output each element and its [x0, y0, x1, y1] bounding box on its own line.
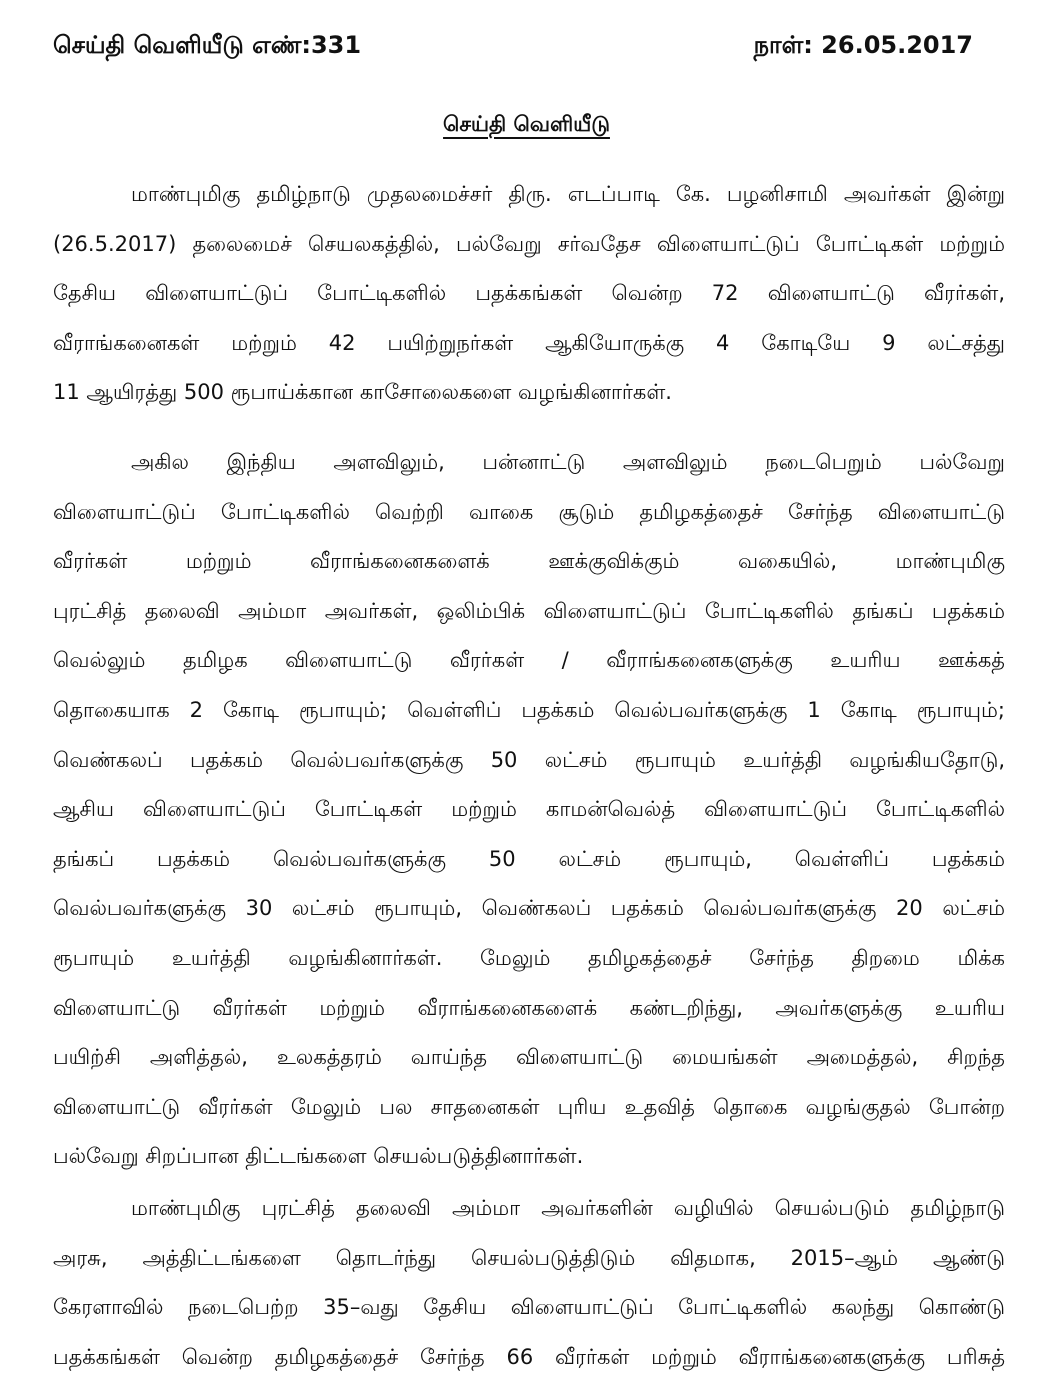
paragraph-line: வெல்லும் தமிழக விளையாட்டு வீரர்கள் / வீராங்கனைகளுக்கு உயரிய ஊக்கத்	[53, 648, 1005, 673]
paragraph-line: வெண்கலப் பதக்கம் வெல்பவர்களுக்கு 50 லட்சம் ரூபாயும் உயர்த்தி வழங்கியதோடு,	[53, 747, 1005, 772]
paragraph-line: ரூபாயும் உயர்த்தி வழங்கினார்கள். மேலும் தமிழகத்தைச் சேர்ந்த திறமை மிக்க	[53, 945, 1005, 970]
document-title: செய்தி வெளியீடு	[443, 112, 610, 136]
paragraph-line: ஆசிய விளையாட்டுப் போட்டிகள் மற்றும் காமன்வெல்த் விளையாட்டுப் போட்டிகளில்	[53, 797, 1005, 822]
paragraph-line: மாண்புமிகு புரட்சித் தலைவி அம்மா அவர்களின் வழியில் செயல்படும் தமிழ்நாடு	[131, 1196, 1005, 1220]
paragraph-line: தங்கப் பதக்கம் வெல்பவர்களுக்கு 50 லட்சம் ரூபாயும், வெள்ளிப் பதக்கம்	[53, 846, 1005, 871]
paragraph-line: வீரர்கள் மற்றும் வீராங்கனைகளைக் ஊக்குவிக்கும் வகையில், மாண்புமிகு	[53, 549, 1005, 574]
release-number: செய்தி வெளியீடு எண்:331	[53, 30, 362, 59]
paragraph-line: பதக்கங்கள் வென்ற தமிழகத்தைச் சேர்ந்த 66 வீரர்கள் மற்றும் வீராங்கனைகளுக்கு பரிசுத்	[53, 1344, 1005, 1369]
header	[53, 26, 973, 66]
paragraph-line: தேசிய விளையாட்டுப் போட்டிகளில் பதக்கங்கள் வென்ற 72 விளையாட்டு வீரர்கள்,	[53, 281, 1005, 306]
paragraph-line: தொகையாக 2 கோடி ரூபாயும்; வெள்ளிப் பதக்கம் வெல்பவர்களுக்கு 1 கோடி ரூபாயும்;	[53, 697, 1005, 722]
paragraph-line: அகில இந்திய அளவிலும், பன்னாட்டு அளவிலும் நடைபெறும் பல்வேறு	[131, 450, 1005, 474]
release-date: நாள்: 26.05.2017	[753, 30, 973, 59]
paragraph-line: விளையாட்டு வீரர்கள் மேலும் பல சாதனைகள் புரிய உதவித் தொகை வழங்குதல் போன்ற	[53, 1094, 1005, 1119]
paragraph-line: வெல்பவர்களுக்கு 30 லட்சம் ரூபாயும், வெண்கலப் பதக்கம் வெல்பவர்களுக்கு 20 லட்சம்	[53, 896, 1005, 921]
paragraph-line: (26.5.2017) தலைமைச் செயலகத்தில், பல்வேறு சர்வதேச விளையாட்டுப் போட்டிகள் மற்றும்	[53, 231, 1005, 256]
paragraph-2	[53, 438, 1005, 1182]
paragraph-line: வீராங்கனைகள் மற்றும் 42 பயிற்றுநர்கள் ஆகியோருக்கு 4 கோடியே 9 லட்சத்து	[53, 330, 1005, 355]
paragraph-line: கேரளாவில் நடைபெற்ற 35–வது தேசிய விளையாட்டுப் போட்டிகளில் கலந்து கொண்டு	[53, 1295, 1005, 1320]
paragraph-line: புரட்சித் தலைவி அம்மா அவர்கள், ஒலிம்பிக் விளையாட்டுப் போட்டிகளில் தங்கப் பதக்கம்	[53, 598, 1005, 623]
paragraph-line: அரசு, அத்திட்டங்களை தொடர்ந்து செயல்படுத்திடும் விதமாக, 2015–ஆம் ஆண்டு	[53, 1245, 1005, 1270]
paragraph-line: 11 ஆயிரத்து 500 ரூபாய்க்கான காசோலைகளை வழங்கினார்கள்.	[53, 380, 672, 405]
paragraph-line: விளையாட்டுப் போட்டிகளில் வெற்றி வாகை சூடும் தமிழகத்தைச் சேர்ந்த விளையாட்டு	[53, 499, 1005, 524]
paragraph-line: மாண்புமிகு தமிழ்நாடு முதலமைச்சர் திரு. எடப்பாடி கே. பழனிசாமி அவர்கள் இன்று	[131, 182, 1005, 206]
paragraph-1	[53, 170, 1005, 418]
paragraph-line: விளையாட்டு வீரர்கள் மற்றும் வீராங்கனைகளைக் கண்டறிந்து, அவர்களுக்கு உயரிய	[53, 995, 1005, 1020]
paragraph-3	[53, 1184, 1005, 1382]
paragraph-line: பல்வேறு சிறப்பான திட்டங்களை செயல்படுத்தினார்கள்.	[53, 1144, 584, 1169]
paragraph-line: பயிற்சி அளித்தல், உலகத்தரம் வாய்ந்த விளையாட்டு மையங்கள் அமைத்தல், சிறந்த	[53, 1045, 1005, 1070]
